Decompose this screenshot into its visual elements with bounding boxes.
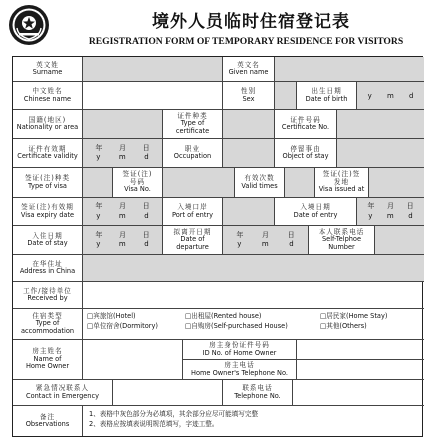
- home-owner-label: 房主姓名 Name of Home Owner: [13, 340, 83, 380]
- emergency-contact-field[interactable]: [113, 380, 223, 406]
- valid-times-field[interactable]: [285, 168, 315, 198]
- given-name-field[interactable]: [275, 57, 424, 82]
- address-in-china-field[interactable]: [83, 255, 424, 282]
- accommodation-options: [83, 309, 424, 340]
- home-owner-field[interactable]: [83, 340, 183, 380]
- form-title-english: REGISTRATION FORM OF TEMPORARY RESIDENCE FOR VISITORS: [88, 36, 404, 47]
- home-owner-id-label: 房主身份证件号码 ID No. of Home Owner: [183, 340, 297, 360]
- nationality-label: 国籍(地区) Nationality or area: [13, 110, 83, 139]
- home-owner-id-field[interactable]: [297, 340, 424, 360]
- surname-label: 英文姓 Surname: [13, 57, 83, 82]
- visa-expiry-label: 签证(注)有效期 Visa expiry date: [13, 198, 83, 226]
- observations-label: 备注 Observations: [13, 406, 83, 436]
- visa-issued-at-label: 签证(注)签 发地 Visa issued at: [315, 168, 369, 198]
- port-of-entry-field[interactable]: [223, 198, 275, 226]
- date-of-entry-label: 入境日期 Date of entry: [275, 198, 357, 226]
- option-rented-house[interactable]: □出租屋(Rented house): [185, 312, 262, 320]
- certificate-no-field[interactable]: [337, 110, 424, 139]
- emergency-telephone-label: 联系电话 Telephone No.: [223, 380, 293, 406]
- address-in-china-label: 在华住址 Address in China: [13, 255, 83, 282]
- received-by-label: 工作/接待单位 Received by: [13, 282, 83, 309]
- date-of-entry-field[interactable]: 年 月 日 y m d: [357, 198, 424, 226]
- certificate-type-label: 证件种类 Type of certificate: [163, 110, 223, 139]
- option-self-purchased[interactable]: □自购房(Self-purchased House): [185, 321, 288, 330]
- certificate-validity-label: 证件有效期 Certificate validity: [13, 139, 83, 168]
- visa-no-field[interactable]: [163, 168, 235, 198]
- visa-type-label: 签证(注)种类 Type of visa: [13, 168, 83, 198]
- chinese-name-field[interactable]: [83, 82, 223, 110]
- option-hotel[interactable]: □宾旅馆(Hotel): [87, 312, 136, 320]
- object-of-stay-label: 停留事由 Object of stay: [275, 139, 337, 168]
- certificate-type-field[interactable]: [223, 110, 275, 139]
- certificate-no-label: 证件号码 Certificate No.: [275, 110, 337, 139]
- home-owner-telephone-label: 房主电话 Home Owner's Telephone No.: [183, 360, 297, 380]
- observation-line-1: 1、表格中灰色部分为必填项，其余部分应尽可能填写完整: [89, 410, 259, 418]
- emergency-contact-label: 紧急情况联系人 Contact in Emergency: [13, 380, 113, 406]
- received-by-field[interactable]: [83, 282, 424, 309]
- date-of-stay-label: 入住日期 Date of stay: [13, 226, 83, 255]
- registration-form-table: [12, 56, 423, 437]
- date-of-departure-label: 拟离开日期 Date of departure: [163, 226, 223, 255]
- self-telephone-field[interactable]: [375, 226, 424, 255]
- port-of-entry-label: 入境口岸 Port of entry: [163, 198, 223, 226]
- observations-text: [83, 406, 424, 436]
- option-home-stay[interactable]: □居民家(Home Stay): [320, 312, 388, 320]
- option-dormitory[interactable]: □单位宿舍(Dormitory): [87, 321, 158, 330]
- valid-times-label: 有效次数 Valid times: [235, 168, 285, 198]
- emergency-telephone-field[interactable]: [293, 380, 424, 406]
- visa-issued-at-field[interactable]: [369, 168, 424, 198]
- option-others[interactable]: □其他(Others): [320, 321, 367, 330]
- occupation-label: 职业 Occupation: [163, 139, 223, 168]
- observation-line-2: 2、表格应按填表说明规范填写，字迹工整。: [89, 419, 219, 428]
- visa-no-label: 签证(注) 号码 Visa No.: [113, 168, 163, 198]
- sex-field[interactable]: [275, 82, 297, 110]
- date-of-birth-field[interactable]: y m d: [357, 82, 424, 110]
- self-telephone-label: 本人联系电话 Self-Telphoe Number: [309, 226, 375, 255]
- visa-type-field[interactable]: [83, 168, 113, 198]
- surname-field[interactable]: [83, 57, 223, 82]
- nationality-field[interactable]: [83, 110, 163, 139]
- form-title-chinese: 境外人员临时住宿登记表: [152, 12, 350, 32]
- date-of-stay-field[interactable]: 年 月 日 y m d: [83, 226, 163, 255]
- date-of-departure-field[interactable]: 年 月 日 y m d: [223, 226, 309, 255]
- given-name-label: 英文名 Given name: [223, 57, 275, 82]
- date-of-birth-label: 出生日期 Date of birth: [297, 82, 357, 110]
- visa-expiry-field[interactable]: 年 月 日 y m d: [83, 198, 163, 226]
- certificate-validity-field[interactable]: 年 月 日 y m d: [83, 139, 163, 168]
- police-emblem-logo: [8, 4, 50, 46]
- accommodation-label: 住宿类型 Type of accommodation: [13, 309, 83, 340]
- chinese-name-label: 中文姓名 Chinese name: [13, 82, 83, 110]
- object-of-stay-field[interactable]: [337, 139, 424, 168]
- sex-label: 性别 Sex: [223, 82, 275, 110]
- occupation-field[interactable]: [223, 139, 275, 168]
- home-owner-telephone-field[interactable]: [297, 360, 424, 380]
